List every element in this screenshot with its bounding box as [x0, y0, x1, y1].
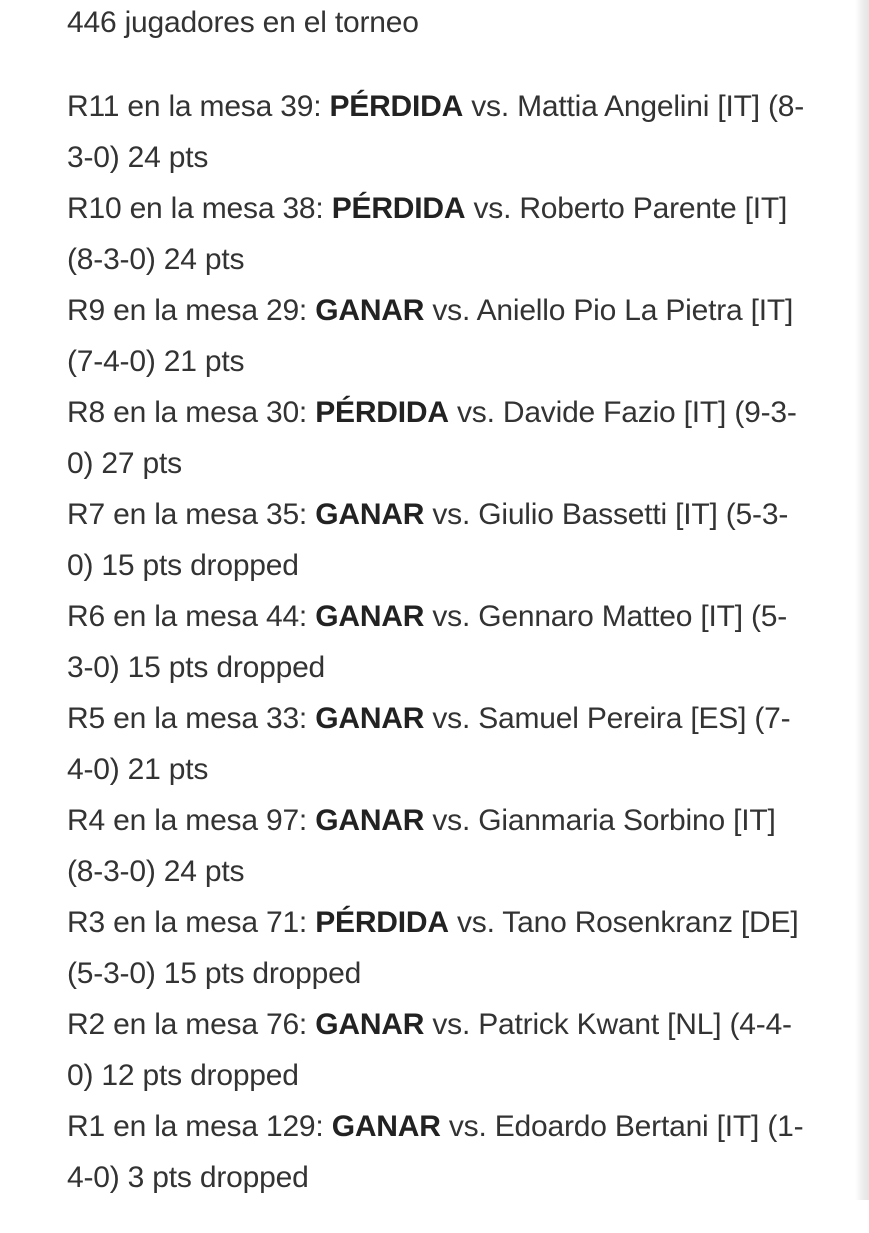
round-outcome: PÉRDIDA — [315, 396, 449, 429]
round-table-label: R6 en la mesa 44: — [67, 600, 316, 633]
round-opponent-details: vs. Samuel Pereira [ES] (7-4-0) 21 pts — [67, 702, 791, 786]
round-opponent-details: vs. Patrick Kwant [NL] (4-4-0) 12 pts dropped — [67, 1008, 792, 1092]
round-table-label: R3 en la mesa 71: — [67, 906, 316, 939]
page-edge-shadow — [855, 0, 869, 1200]
round-outcome: GANAR — [315, 1008, 425, 1041]
tournament-results — [67, 0, 827, 1233]
round-table-label: R9 en la mesa 29: — [67, 294, 316, 327]
round-result-r7 — [67, 489, 807, 591]
round-table-label: R1 en la mesa 129: — [67, 1110, 332, 1143]
round-table-label: R5 en la mesa 33: — [67, 702, 316, 735]
round-opponent-details: vs. Gianmaria Sorbino [IT] (8-3-0) 24 pts — [67, 804, 776, 888]
round-opponent-details: vs. Edoardo Bertani [IT] (1-4-0) 3 pts dropped — [67, 1110, 804, 1194]
round-table-label: R10 en la mesa 38: — [67, 192, 332, 225]
round-results-list — [67, 81, 827, 1203]
round-table-label: R11 en la mesa 39: — [67, 90, 330, 123]
player-count-text: 446 jugadores en el torneo — [67, 6, 419, 39]
round-outcome: PÉRDIDA — [315, 906, 449, 939]
round-outcome: GANAR — [315, 498, 425, 531]
round-opponent-details: vs. Davide Fazio [IT] (9-3-0) 27 pts — [67, 396, 797, 480]
round-opponent-details: vs. Mattia Angelini [IT] (8-3-0) 24 pts — [67, 90, 805, 174]
round-result-r5 — [67, 693, 807, 795]
round-outcome: GANAR — [315, 702, 425, 735]
round-outcome: GANAR — [331, 1110, 441, 1143]
round-result-r1 — [67, 1101, 807, 1203]
round-table-label: R8 en la mesa 30: — [67, 396, 316, 429]
round-opponent-details: vs. Giulio Bassetti [IT] (5-3-0) 15 pts dropped — [67, 498, 789, 582]
round-result-r9 — [67, 285, 807, 387]
round-outcome: PÉRDIDA — [329, 90, 464, 123]
round-outcome: GANAR — [315, 600, 425, 633]
round-outcome: PÉRDIDA — [331, 192, 466, 225]
round-opponent-details: vs. Gennaro Matteo [IT] (5-3-0) 15 pts dropped — [67, 600, 788, 684]
round-result-r10 — [67, 183, 807, 285]
round-table-label: R4 en la mesa 97: — [67, 804, 316, 837]
round-opponent-details: vs. Aniello Pio La Pietra [IT] (7-4-0) 21 pts — [67, 294, 794, 378]
round-result-r4 — [67, 795, 807, 897]
round-outcome: GANAR — [315, 804, 425, 837]
round-table-label: R7 en la mesa 35: — [67, 498, 316, 531]
round-result-r11 — [67, 81, 807, 183]
round-result-r2 — [67, 999, 807, 1101]
round-outcome: GANAR — [315, 294, 425, 327]
round-result-r8 — [67, 387, 807, 489]
round-result-r6 — [67, 591, 807, 693]
round-opponent-details: vs. Roberto Parente [IT] (8-3-0) 24 pts — [67, 192, 788, 276]
round-result-r3 — [67, 897, 807, 999]
round-opponent-details: vs. Tano Rosenkranz [DE] (5-3-0) 15 pts dropped — [67, 906, 799, 990]
round-table-label: R2 en la mesa 76: — [67, 1008, 316, 1041]
